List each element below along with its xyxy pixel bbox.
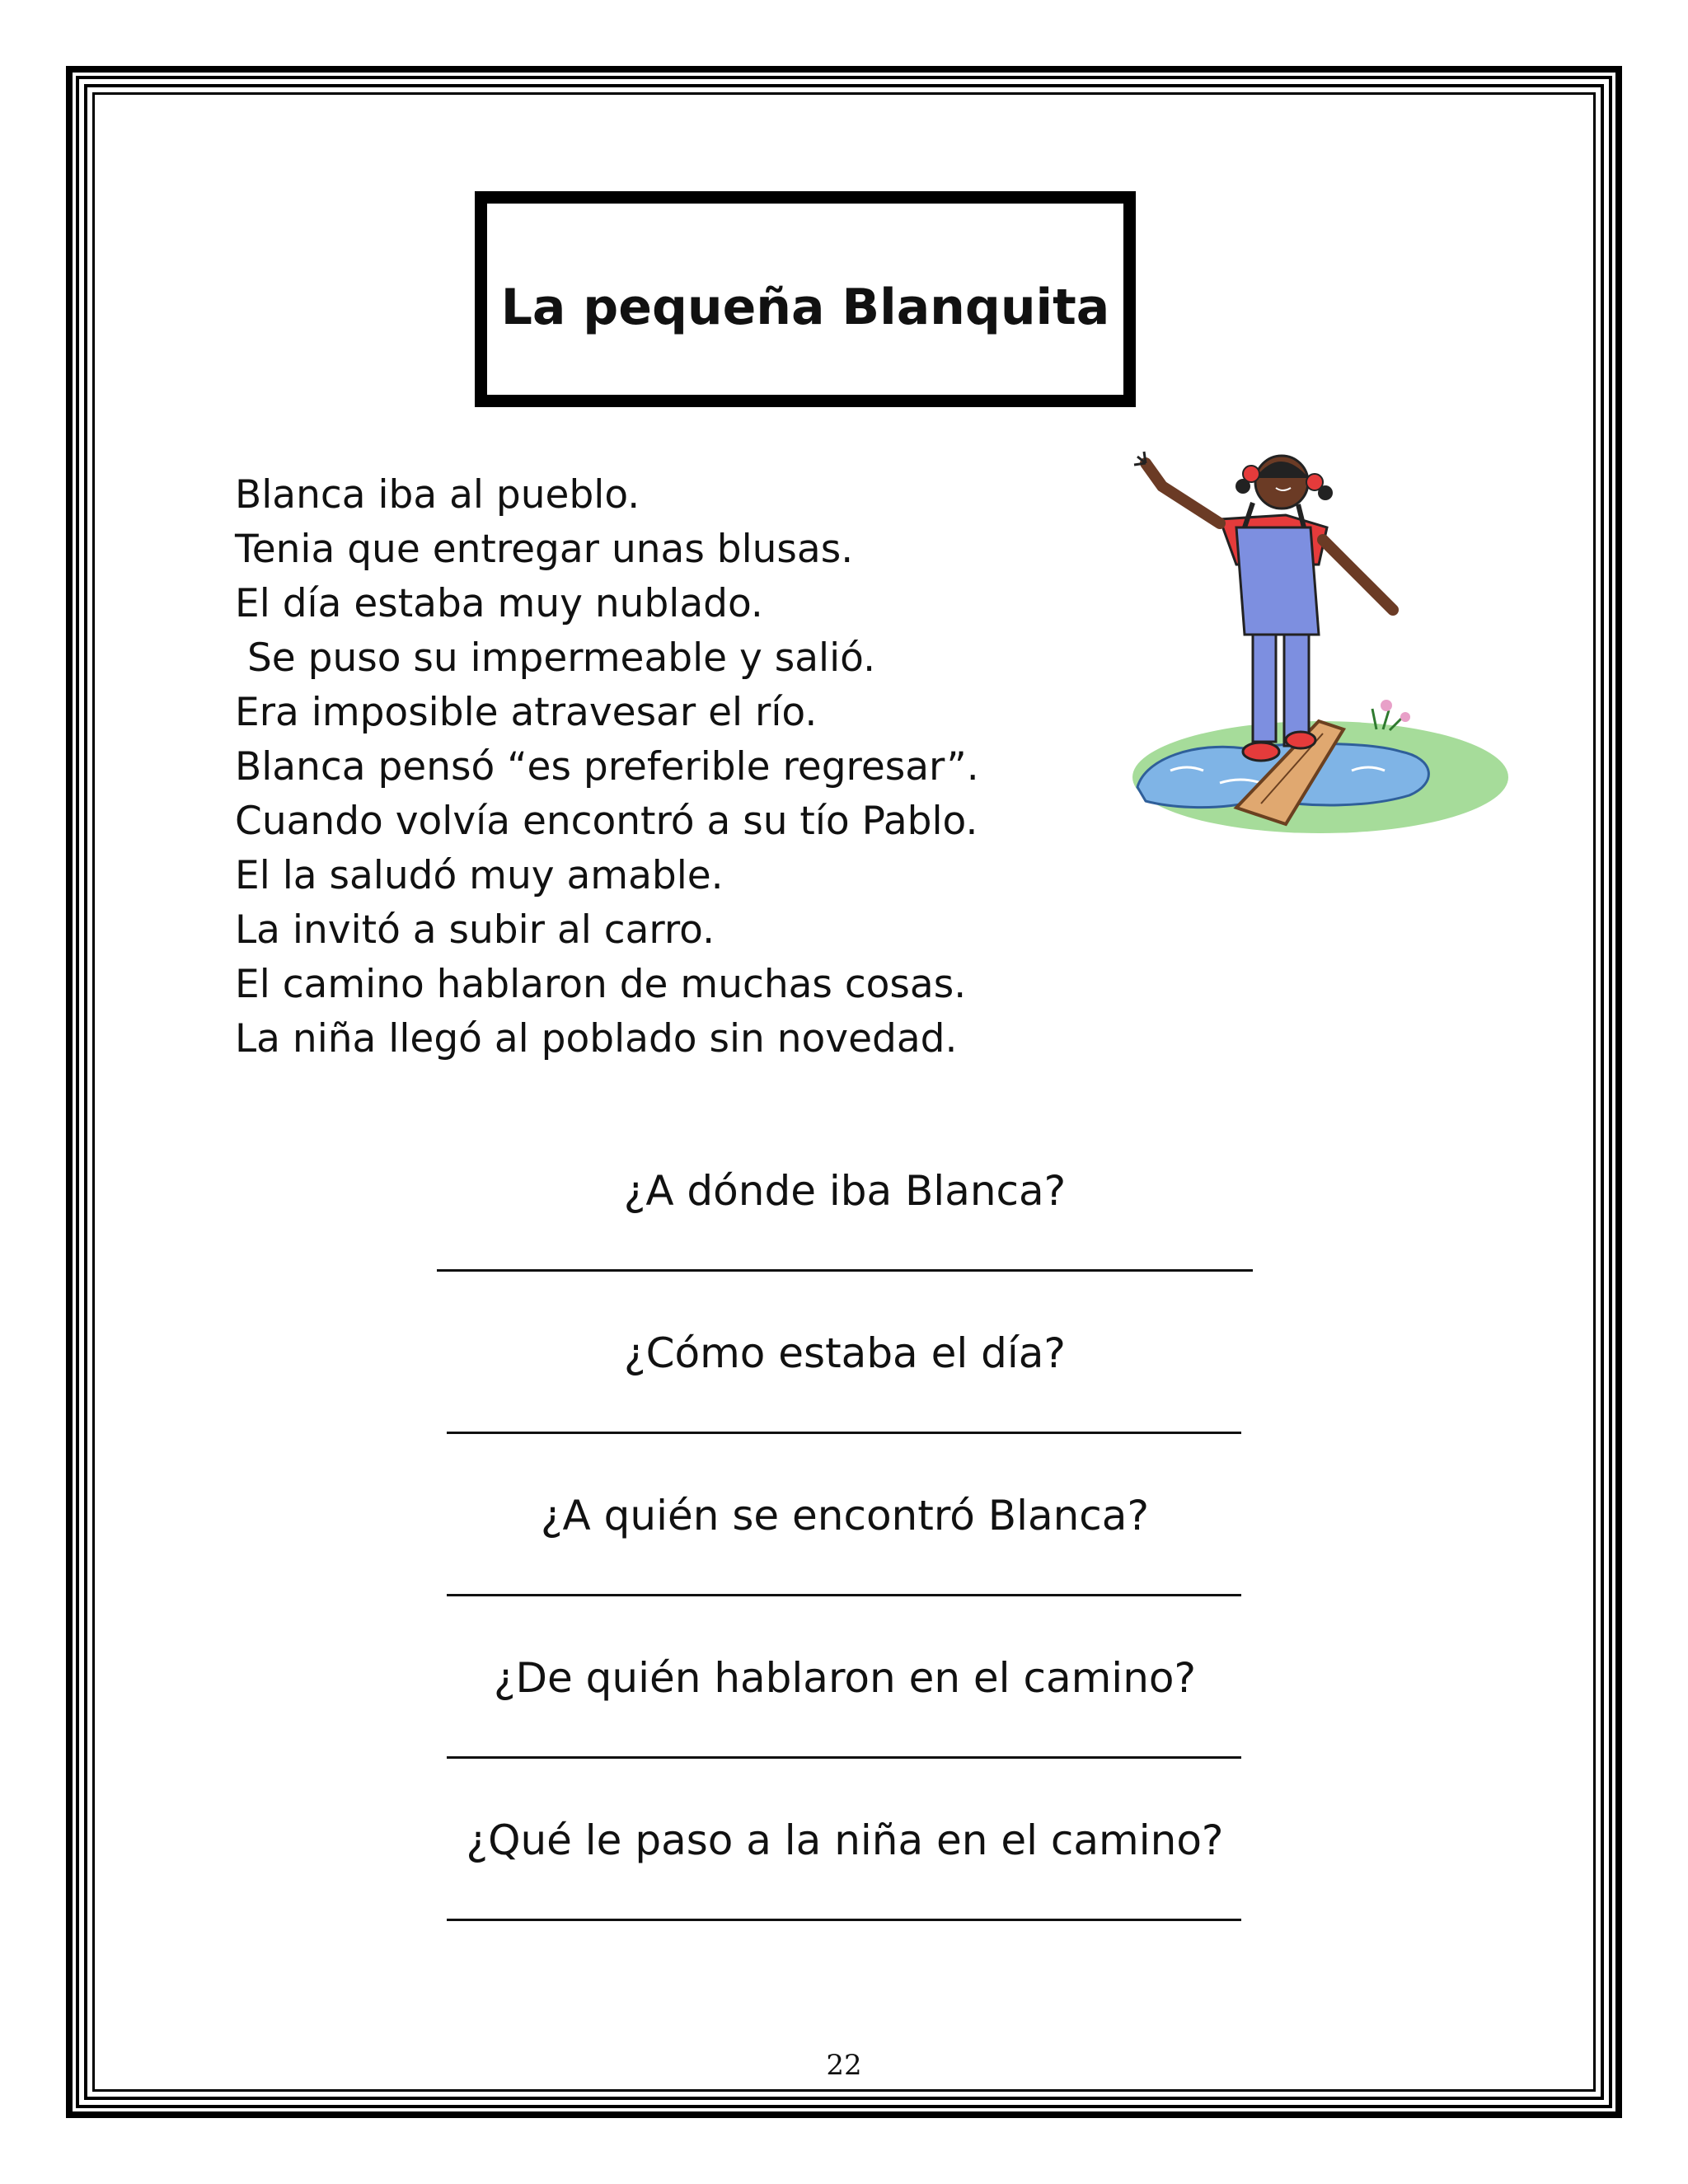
question-text: ¿Qué le paso a la niña en el camino? — [466, 1816, 1224, 1864]
answer-line[interactable] — [437, 1269, 1253, 1272]
question-item — [412, 1162, 1278, 1324]
answer-line[interactable] — [447, 1432, 1241, 1434]
story-line: El la saludó muy amable. — [235, 853, 724, 898]
answer-line[interactable] — [447, 1594, 1241, 1596]
story-line: La niña llegó al poblado sin novedad. — [235, 1016, 958, 1062]
question-text: ¿Cómo estaba el día? — [624, 1329, 1066, 1377]
question-text: ¿A quién se encontró Blanca? — [541, 1492, 1149, 1540]
title-box — [475, 191, 1136, 407]
page-title: La pequeña Blanquita — [500, 279, 1110, 336]
story-line: El camino hablaron de muchas cosas. — [235, 962, 967, 1007]
question-text: ¿De quién hablaron en el camino? — [493, 1654, 1197, 1702]
story-line: Tenia que entregar unas blusas. — [235, 527, 854, 572]
story-line: Cuando volvía encontró a su tío Pablo. — [235, 799, 978, 844]
overalls — [1236, 527, 1319, 635]
story-line: Se puso su impermeable y salió. — [235, 635, 876, 681]
question-item — [412, 1649, 1278, 1811]
answer-line[interactable] — [447, 1919, 1241, 1921]
story-line: El día estaba muy nublado. — [235, 581, 763, 626]
question-item — [412, 1324, 1278, 1487]
story-line: Era imposible atravesar el río. — [235, 690, 818, 735]
answer-line[interactable] — [447, 1756, 1241, 1759]
story-line: Blanca pensó “es preferible regresar”. — [235, 744, 979, 790]
question-text: ¿A dónde iba Blanca? — [623, 1167, 1067, 1215]
girl-on-plank-illustration — [1121, 445, 1517, 857]
story-line: Blanca iba al pueblo. — [235, 472, 640, 518]
questions-section — [412, 1162, 1278, 1974]
story-line: La invitó a subir al carro. — [235, 907, 715, 953]
story-text — [235, 468, 1142, 1066]
question-item — [412, 1487, 1278, 1649]
question-item — [412, 1811, 1278, 1974]
page-number: 22 — [826, 2049, 862, 2082]
